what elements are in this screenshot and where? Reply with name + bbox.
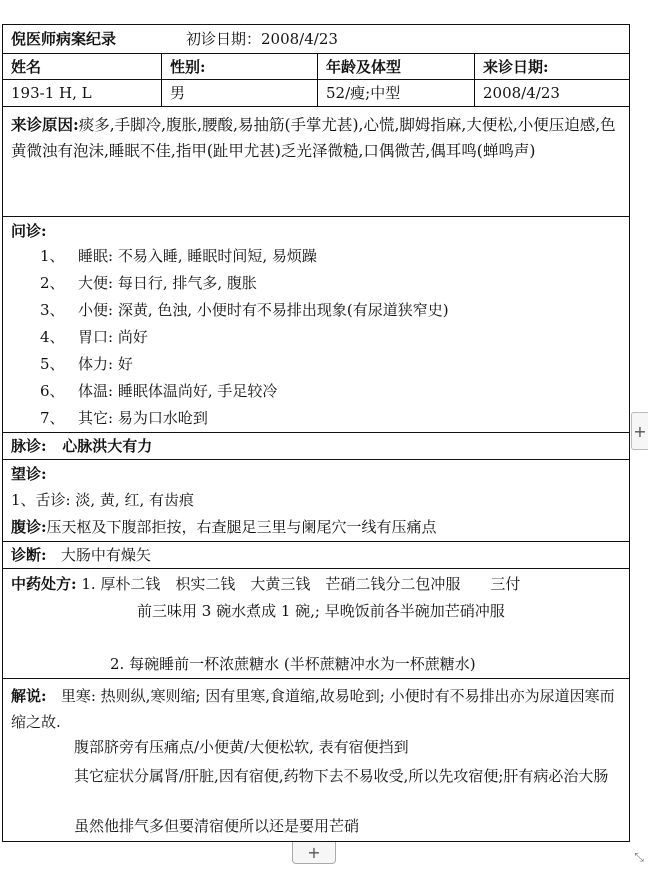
explanation-para-2: 腹部脐旁有压痛点/小便黄/大便松软, 表有宿便挡到 — [74, 738, 409, 756]
inquiry-item — [40, 381, 277, 401]
add-row-button[interactable]: + — [292, 842, 336, 864]
inquiry-item — [40, 327, 148, 347]
record-title-row — [2, 24, 630, 54]
prescription-instructions: 前三味用 3 碗水煮成 1 碗,; 早晚饭前各半碗加芒硝冲服 — [137, 602, 505, 620]
name-header: 姓名 — [11, 58, 42, 76]
gender-header: 性别: — [161, 54, 317, 79]
explanation-para-3: 其它症状分属肾/肝脏,因有宿便,药物下去不易收受,所以先攻宿便;肝有病必治大肠 — [74, 767, 609, 785]
inquiry-item — [40, 246, 317, 266]
prescription-section — [2, 569, 630, 679]
prescription-item-2: 2. 每碗睡前一杯浓蔗糖水 (半杯蔗糖冲水为一杯蔗糖水) — [110, 655, 476, 673]
visit-date-value: 2008/4/23 — [474, 80, 629, 106]
pulse-section — [2, 433, 630, 460]
age-build-header: 年龄及体型 — [317, 54, 474, 79]
item-text: 小便: 深黄, 色浊, 小便时有不易排出现象(有尿道狭窄史) — [78, 301, 449, 319]
explanation-text-1: 里寒: 热则纵,寒则缩; 因有里寒,食道缩,故易呛到; 小便时有不易排出亦为尿道因寒而缩之故. — [11, 687, 615, 731]
inquiry-item — [40, 273, 257, 293]
item-number: 3、 — [40, 301, 65, 319]
item-text: 睡眠: 不易入睡, 睡眠时间短, 易烦躁 — [78, 247, 317, 265]
explanation-label: 解说: — [11, 687, 47, 705]
explanation-section — [2, 679, 630, 842]
abdomen-line — [11, 517, 619, 537]
item-text: 体力: 好 — [78, 355, 133, 373]
inquiry-item — [40, 408, 208, 428]
reason-section — [2, 107, 630, 217]
info-header-row — [2, 54, 630, 80]
name-value: 193-1 H, L — [11, 84, 92, 102]
abdomen-label: 腹诊: — [11, 518, 47, 536]
age-build-value: 52/瘦;中型 — [317, 80, 474, 106]
item-number: 2、 — [40, 274, 65, 292]
inquiry-label: 问诊: — [11, 222, 47, 240]
resize-handle-icon[interactable]: ⤡ — [634, 849, 644, 864]
diagnosis-label: 诊断: — [11, 546, 47, 564]
prescription-line-1 — [11, 574, 619, 594]
item-text: 其它: 易为口水呛到 — [78, 409, 208, 427]
item-number: 7、 — [40, 409, 65, 427]
item-number: 5、 — [40, 355, 65, 373]
gender-value: 男 — [161, 80, 317, 106]
reason-paragraph — [11, 112, 619, 164]
inquiry-section — [2, 217, 630, 433]
pulse-line — [11, 436, 619, 456]
reason-label: 来诊原因: — [11, 115, 79, 134]
diagnosis-section — [2, 542, 630, 569]
item-number: 4、 — [40, 328, 65, 346]
prescription-item-1: 1. 厚朴二钱 枳实二钱 大黄三钱 芒硝二钱分二包冲服 三付 — [81, 575, 521, 593]
reason-text: 痰多,手脚冷,腹胀,腰酸,易抽筋(手掌尤甚),心慌,脚姆指麻,大便松,小便压迫感,色黄微浊有泡沫,睡眠不佳,指甲(趾甲尤甚)乏光泽微糙,口偶微苦,偶耳鸣(蝉鸣声) — [11, 116, 616, 160]
diagnosis-text: 大肠中有燥矢 — [60, 546, 151, 564]
prescription-label: 中药处方: — [11, 575, 77, 593]
inspection-label: 望诊: — [11, 465, 47, 483]
first-visit-date: 初诊日期：2008/4/23 — [186, 30, 338, 48]
info-value-row — [2, 80, 630, 107]
item-text: 胃口: 尚好 — [78, 328, 148, 346]
inquiry-item — [40, 300, 449, 320]
pulse-label: 脉诊: — [11, 437, 47, 455]
pulse-text: 心脉洪大有力 — [62, 437, 153, 455]
item-number: 6、 — [40, 382, 65, 400]
diagnosis-line — [11, 545, 619, 565]
inspection-section — [2, 460, 630, 542]
item-text: 体温: 睡眠体温尚好, 手足较冷 — [78, 382, 278, 400]
explanation-para-1 — [11, 683, 619, 735]
visit-date-header: 来诊日期: — [474, 54, 629, 79]
inquiry-item — [40, 354, 133, 374]
item-number: 1、 — [40, 247, 65, 265]
item-text: 大便: 每日行, 排气多, 腹胀 — [78, 274, 257, 292]
record-title: 倪医师病案纪录 — [11, 30, 117, 48]
abdomen-text: 压天枢及下腹部拒按，右查腿足三里与阑尾穴一线有压痛点 — [46, 518, 437, 536]
tongue-diagnosis: 1、舌诊: 淡, 黄, 红, 有齿痕 — [11, 491, 194, 509]
explanation-para-4: 虽然他排气多但要清宿便所以还是要用芒硝 — [74, 817, 360, 835]
add-column-button[interactable]: + — [631, 412, 648, 450]
